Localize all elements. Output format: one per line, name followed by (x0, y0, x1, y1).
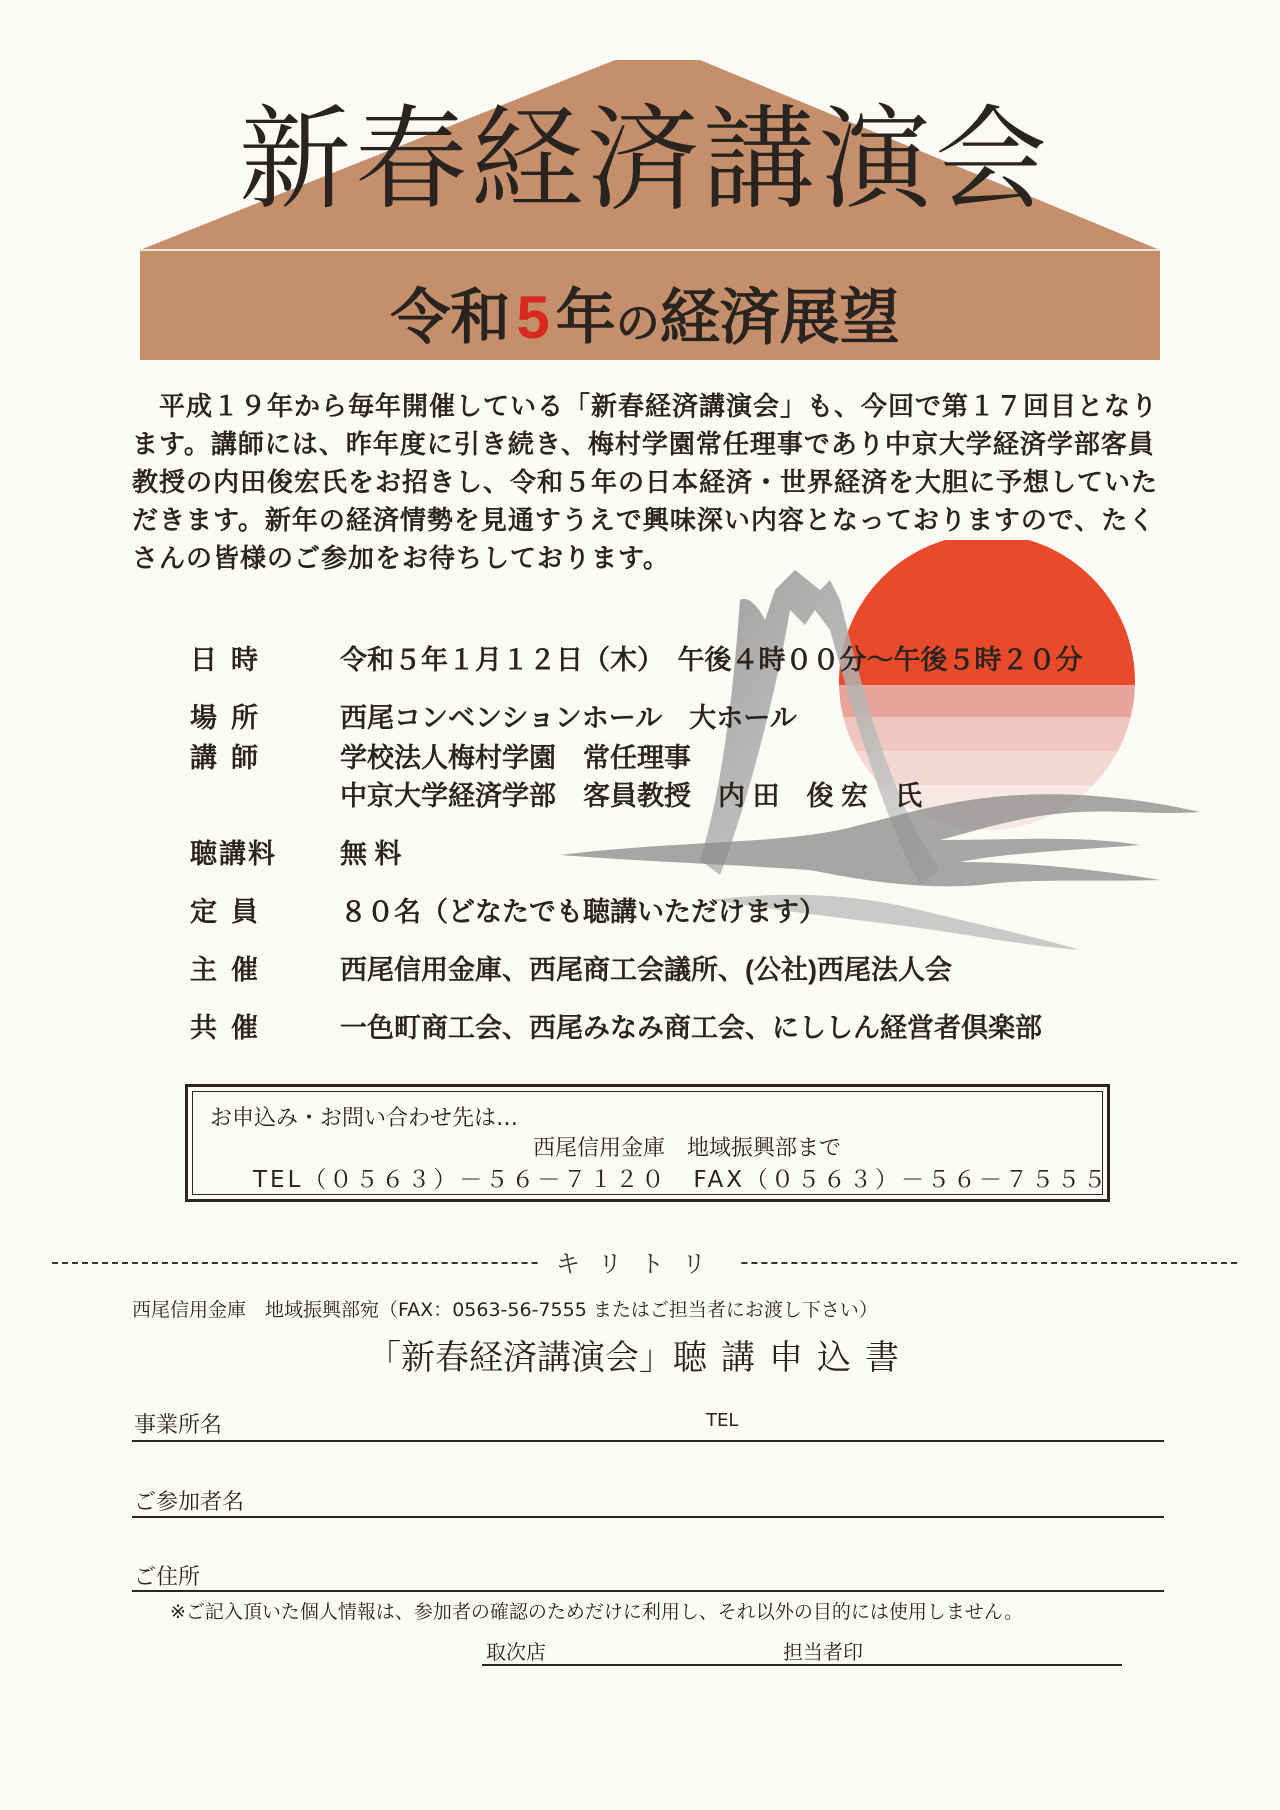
host-row (190, 952, 952, 988)
agent-stamp-line[interactable] (482, 1664, 1122, 1666)
contact-org: 西尾信用金庫 地域振興部まで (533, 1136, 842, 1161)
agent-label: 取次店 (486, 1640, 546, 1664)
form-title: 「新春経済講演会」聴講申込書 (367, 1338, 913, 1378)
cohost-row (190, 1010, 1042, 1046)
datetime-row (190, 642, 1083, 678)
fee-row (190, 836, 402, 872)
tel-label: TEL (706, 1410, 739, 1431)
address-field[interactable] (132, 1590, 1164, 1592)
lecturer-value-1: 学校法人梅村学園 常任理事 (340, 743, 691, 773)
lecturer-row (190, 740, 691, 776)
privacy-note: ※ご記入頂いた個人情報は、参加者の確認のためだけに利用し、それ以外の目的には使用しません。 (170, 1601, 1024, 1623)
cut-here-label: キリトリ (540, 1244, 740, 1279)
participant-field[interactable] (132, 1516, 1164, 1518)
lecturer-value-2: 中京大学経済学部 客員教授 内 田 俊 宏 氏 (340, 781, 923, 811)
contact-label: お申込み・お問い合わせ先は… (210, 1106, 519, 1131)
participant-label: ご参加者名 (134, 1490, 245, 1515)
intro-paragraph: 平成１９年から毎年開催している「新春経済講演会」も、今回で第１７回目となります。講師には、昨年度に引き続き、梅村学園常任理事であり中京大学経済学部客員教授の内田俊宏氏をお招きし、令和５年の日本経済・世界経済を大胆に予想していただきます。新年の経済情勢を見通すうえで興味深い内容となっておりますので、たくさんの皆様のご参加をお待ちしております。 (132, 392, 1159, 574)
business-name-label: 事業所名 (134, 1413, 223, 1438)
venue-value: 西尾コンベンションホール 大ホール (340, 703, 797, 733)
form-address: 西尾信用金庫 地域振興部宛（FAX：0563-56-7555 またはご担当者にお渡し下さい） (132, 1299, 878, 1321)
datetime-value: 令和５年１月１２日（木） 午後４時００分～午後５時２０分 (340, 645, 1083, 675)
cohost-value: 一色町商工会、西尾みなみ商工会、にししん経営者倶楽部 (340, 1013, 1042, 1043)
contact-box (185, 1084, 1110, 1202)
cohost-label: 共催 (190, 1013, 272, 1043)
venue-row (190, 700, 797, 736)
host-label: 主催 (190, 955, 272, 985)
lecturer-label: 講師 (190, 743, 272, 773)
contact-phone-fax: TEL（０５６３）－５６－７１２０ FAX（０５６３）－５６－７５５５ (253, 1167, 1110, 1193)
fee-label: 聴講料 (190, 839, 277, 869)
subtitle: 令和 5 年の経済展望 (390, 284, 900, 351)
main-title: 新春経済講演会 (239, 95, 1051, 225)
capacity-value: ８０名（どなたでも聴講いただけます） (340, 897, 826, 927)
business-name-field[interactable] (132, 1440, 1164, 1442)
lecturer-row-2 (190, 778, 922, 814)
stamp-label: 担当者印 (783, 1640, 863, 1664)
capacity-label: 定員 (190, 897, 272, 927)
capacity-row (190, 894, 826, 930)
subtitle-number: 5 (516, 284, 550, 351)
datetime-label: 日時 (190, 645, 272, 675)
address-label: ご住所 (134, 1565, 201, 1590)
host-value: 西尾信用金庫、西尾商工会議所、(公社)西尾法人会 (340, 955, 952, 985)
fee-value: 無 料 (340, 839, 402, 869)
venue-label: 場所 (190, 703, 272, 733)
